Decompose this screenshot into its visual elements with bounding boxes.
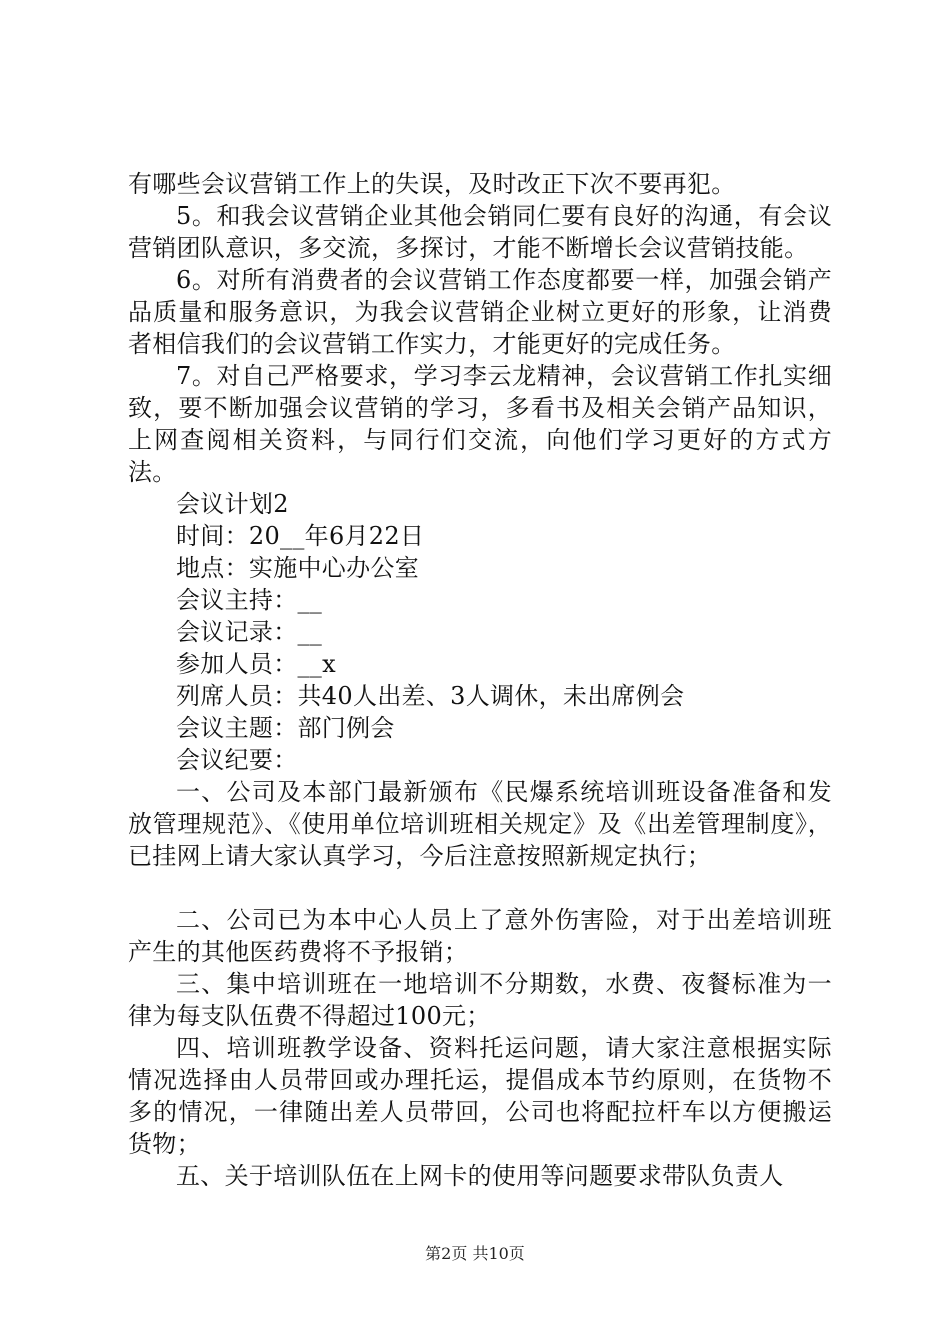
paragraph-item-5: 5。和我会议营销企业其他会销同仁要有良好的沟通，有会议营销团队意识，多交流，多探讨，才能不断增长会议营销技能。 bbox=[128, 202, 832, 262]
minutes-item-3: 三、集中培训班在一地培训不分期数，水费、夜餐标准为一律为每支队伍费不得超过100元； bbox=[128, 970, 832, 1030]
blank-line bbox=[128, 872, 832, 904]
minutes-item-1: 一、公司及本部门最新颁布《民爆系统培训班设备准备和发放管理规范》、《使用单位培训班相关规定》及《出差管理制度》，已挂网上请大家认真学习，今后注意按照新规定执行； bbox=[128, 778, 832, 870]
meeting-attendees: 参加人员：__x bbox=[176, 650, 336, 678]
minutes-item-2: 二、公司已为本中心人员上了意外伤害险，对于出差培训班产生的其他医药费将不予报销； bbox=[128, 906, 832, 966]
meeting-location: 地点：实施中心办公室 bbox=[176, 554, 419, 582]
page-number-footer: 第2页 共10页 bbox=[425, 1244, 525, 1263]
paragraph-item-7: 7。对自己严格要求，学习李云龙精神，会议营销工作扎实细致，要不断加强会议营销的学习，多看书及相关会销产品知识，上网查阅相关资料，与同行们交流，向他们学习更好的方式方法。 bbox=[128, 362, 832, 486]
meeting-time: 时间：20__年6月22日 bbox=[176, 522, 425, 550]
meeting-recorder: 会议记录：__ bbox=[176, 618, 323, 646]
minutes-item-5: 五、关于培训队伍在上网卡的使用等问题要求带队负责人 bbox=[176, 1162, 784, 1190]
meeting-topic: 会议主题：部门例会 bbox=[176, 714, 395, 742]
meeting-observers: 列席人员：共40人出差、3人调休，未出席例会 bbox=[176, 682, 685, 710]
meeting-host: 会议主持：__ bbox=[176, 586, 323, 614]
document-body bbox=[128, 168, 832, 1192]
paragraph-continuation: 有哪些会议营销工作上的失误，及时改正下次不要再犯。 bbox=[128, 170, 736, 198]
meeting-plan-heading: 会议计划2 bbox=[176, 490, 289, 518]
meeting-minutes-label: 会议纪要： bbox=[176, 746, 298, 774]
paragraph-item-6: 6。对所有消费者的会议营销工作态度都要一样，加强会销产品质量和服务意识，为我会议营销企业树立更好的形象，让消费者相信我们的会议营销工作实力，才能更好的完成任务。 bbox=[128, 266, 832, 358]
minutes-item-4: 四、培训班教学设备、资料托运问题，请大家注意根据实际情况选择由人员带回或办理托运，提倡成本节约原则，在货物不多的情况，一律随出差人员带回，公司也将配拉杆车以方便搬运货物； bbox=[128, 1034, 832, 1158]
